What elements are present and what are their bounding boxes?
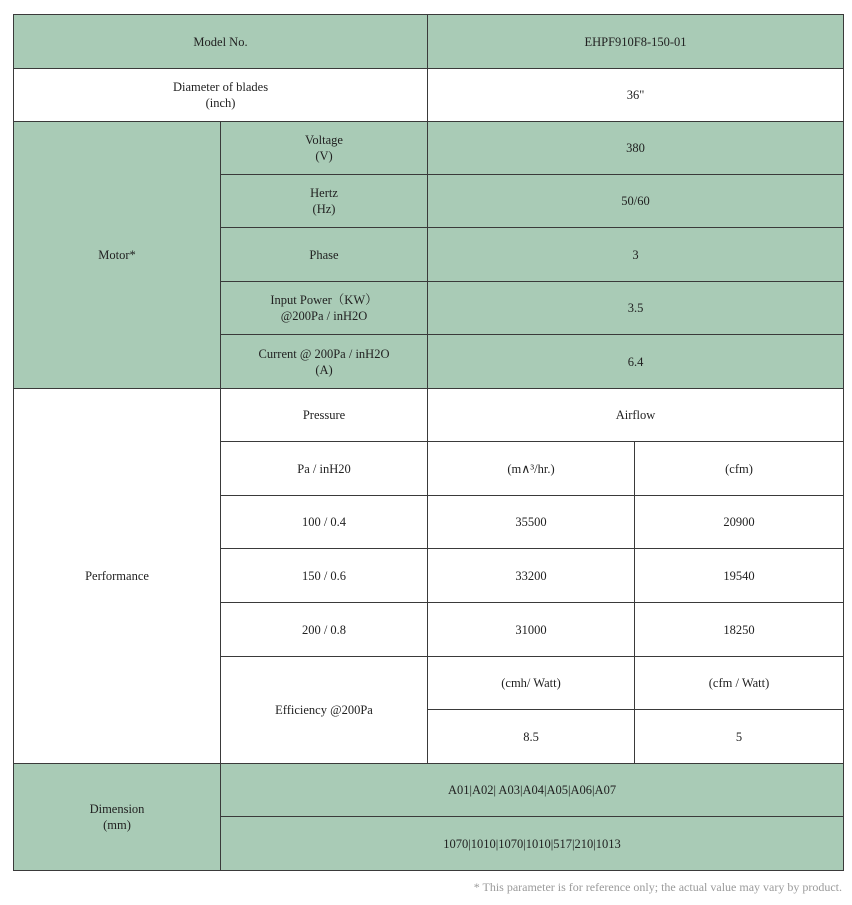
pressure-value: 150 / 0.6 [221, 549, 428, 603]
model-value: EHPF910F8-150-01 [428, 15, 844, 69]
airflow-header: Airflow [428, 389, 844, 442]
footnote: * This parameter is for reference only; the actual value may vary by product. [473, 880, 842, 894]
diameter-value: 36" [428, 69, 844, 122]
airflow-cfm: 20900 [635, 496, 844, 549]
voltage-label: Voltage (V) [221, 122, 428, 175]
current-value: 6.4 [428, 335, 844, 389]
dimension-codes: A01|A02| A03|A04|A05|A06|A07 [221, 764, 844, 817]
efficiency-label: Efficiency @200Pa [221, 657, 428, 764]
airflow-m3hr: 33200 [428, 549, 635, 603]
airflow-unit-imperial: (cfm) [635, 442, 844, 496]
airflow-cfm: 19540 [635, 549, 844, 603]
airflow-m3hr: 35500 [428, 496, 635, 549]
phase-label: Phase [221, 228, 428, 282]
input-power-value: 3.5 [428, 282, 844, 335]
efficiency-value-metric: 8.5 [428, 710, 635, 764]
pressure-unit: Pa / inH20 [221, 442, 428, 496]
airflow-cfm: 18250 [635, 603, 844, 657]
input-power-label: Input Power（KW） @200Pa / inH2O [221, 282, 428, 335]
efficiency-unit-metric: (cmh/ Watt) [428, 657, 635, 710]
pressure-value: 200 / 0.8 [221, 603, 428, 657]
hertz-value: 50/60 [428, 175, 844, 228]
dimension-values: 1070|1010|1070|1010|517|210|1013 [221, 817, 844, 871]
diameter-label: Diameter of blades (inch) [14, 69, 428, 122]
airflow-m3hr: 31000 [428, 603, 635, 657]
pressure-value: 100 / 0.4 [221, 496, 428, 549]
phase-value: 3 [428, 228, 844, 282]
hertz-label: Hertz (Hz) [221, 175, 428, 228]
performance-label: Performance [14, 389, 221, 764]
voltage-value: 380 [428, 122, 844, 175]
motor-label: Motor* [14, 122, 221, 389]
dimension-label: Dimension (mm) [14, 764, 221, 871]
efficiency-unit-imperial: (cfm / Watt) [635, 657, 844, 710]
airflow-unit-metric: (m∧³/hr.) [428, 442, 635, 496]
spec-table [13, 14, 844, 871]
current-label: Current @ 200Pa / inH2O (A) [221, 335, 428, 389]
model-label: Model No. [14, 15, 428, 69]
pressure-header: Pressure [221, 389, 428, 442]
efficiency-value-imperial: 5 [635, 710, 844, 764]
